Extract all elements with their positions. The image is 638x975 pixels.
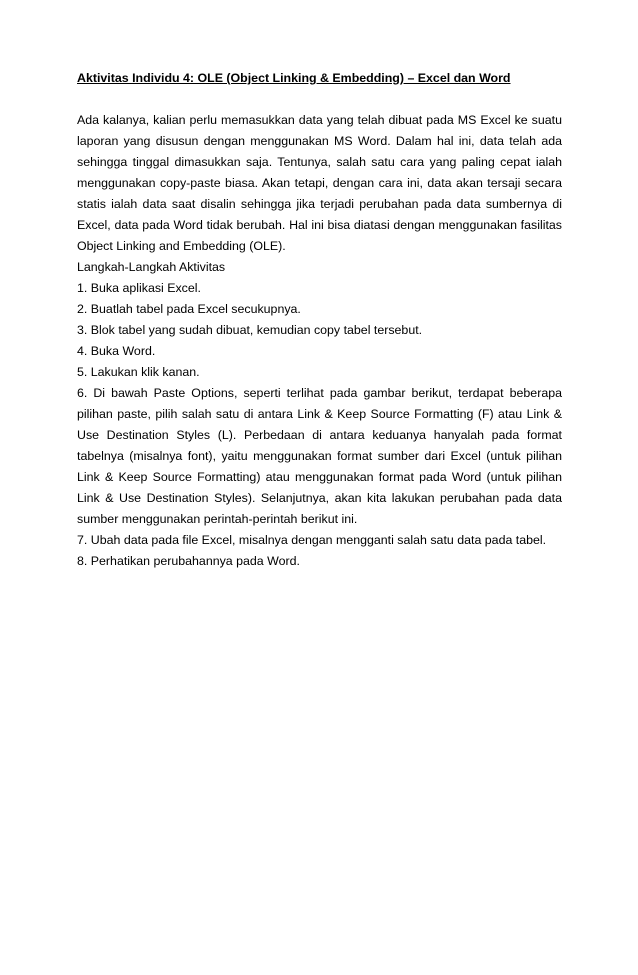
steps-heading: Langkah-Langkah Aktivitas bbox=[77, 260, 226, 274]
document-body bbox=[77, 68, 562, 572]
intro-paragraph: Ada kalanya, kalian perlu memasukkan data yang telah dibuat pada MS Excel ke suatu laporan yang disusun dengan menggunakan MS Word. Dalam hal ini, data telah ada sehingga tinggal dimasukkan saja. Tentunya, salah satu cara yang paling cepat ialah menggunakan copy-paste biasa. Akan tetapi, dengan cara ini, data akan tersaji secara statis ialah data saat disalin sehingga jika terjadi perubahan pada data sumbernya di Excel, data pada Word tidak berubah. Hal ini bisa diatasi dengan menggunakan fasilitas Object Linking and Embedding (OLE). bbox=[77, 113, 562, 253]
step-2: 2. Buatlah tabel pada Excel secukupnya. bbox=[77, 302, 301, 316]
step-6: 6. Di bawah Paste Options, seperti terlihat pada gambar berikut, terdapat beberapa pilihan paste, pilih salah satu di antara Link & Keep Source Formatting (F) atau Link & Use Destination Styles (L). Perbedaan di antara keduanya hanyalah pada format tabelnya (misalnya font), yaitu menggunakan format sumber dari Excel (untuk pilihan Link & Keep Source Formatting) atau menggunakan format pada Word (untuk pilihan Link & Use Destination Styles). Selanjutnya, akan kita lakukan perubahan pada data sumber menggunakan perintah-perintah berikut ini. bbox=[77, 386, 562, 526]
document-title: Aktivitas Individu 4: OLE (Object Linking & Embedding) – Excel dan Word bbox=[77, 71, 511, 85]
step-4: 4. Buka Word. bbox=[77, 344, 156, 358]
step-5: 5. Lakukan klik kanan. bbox=[77, 365, 200, 379]
step-7: 7. Ubah data pada file Excel, misalnya dengan mengganti salah satu data pada tabel. bbox=[77, 533, 547, 547]
step-1: 1. Buka aplikasi Excel. bbox=[77, 281, 201, 295]
step-8: 8. Perhatikan perubahannya pada Word. bbox=[77, 554, 300, 568]
step-3: 3. Blok tabel yang sudah dibuat, kemudian copy tabel tersebut. bbox=[77, 323, 423, 337]
